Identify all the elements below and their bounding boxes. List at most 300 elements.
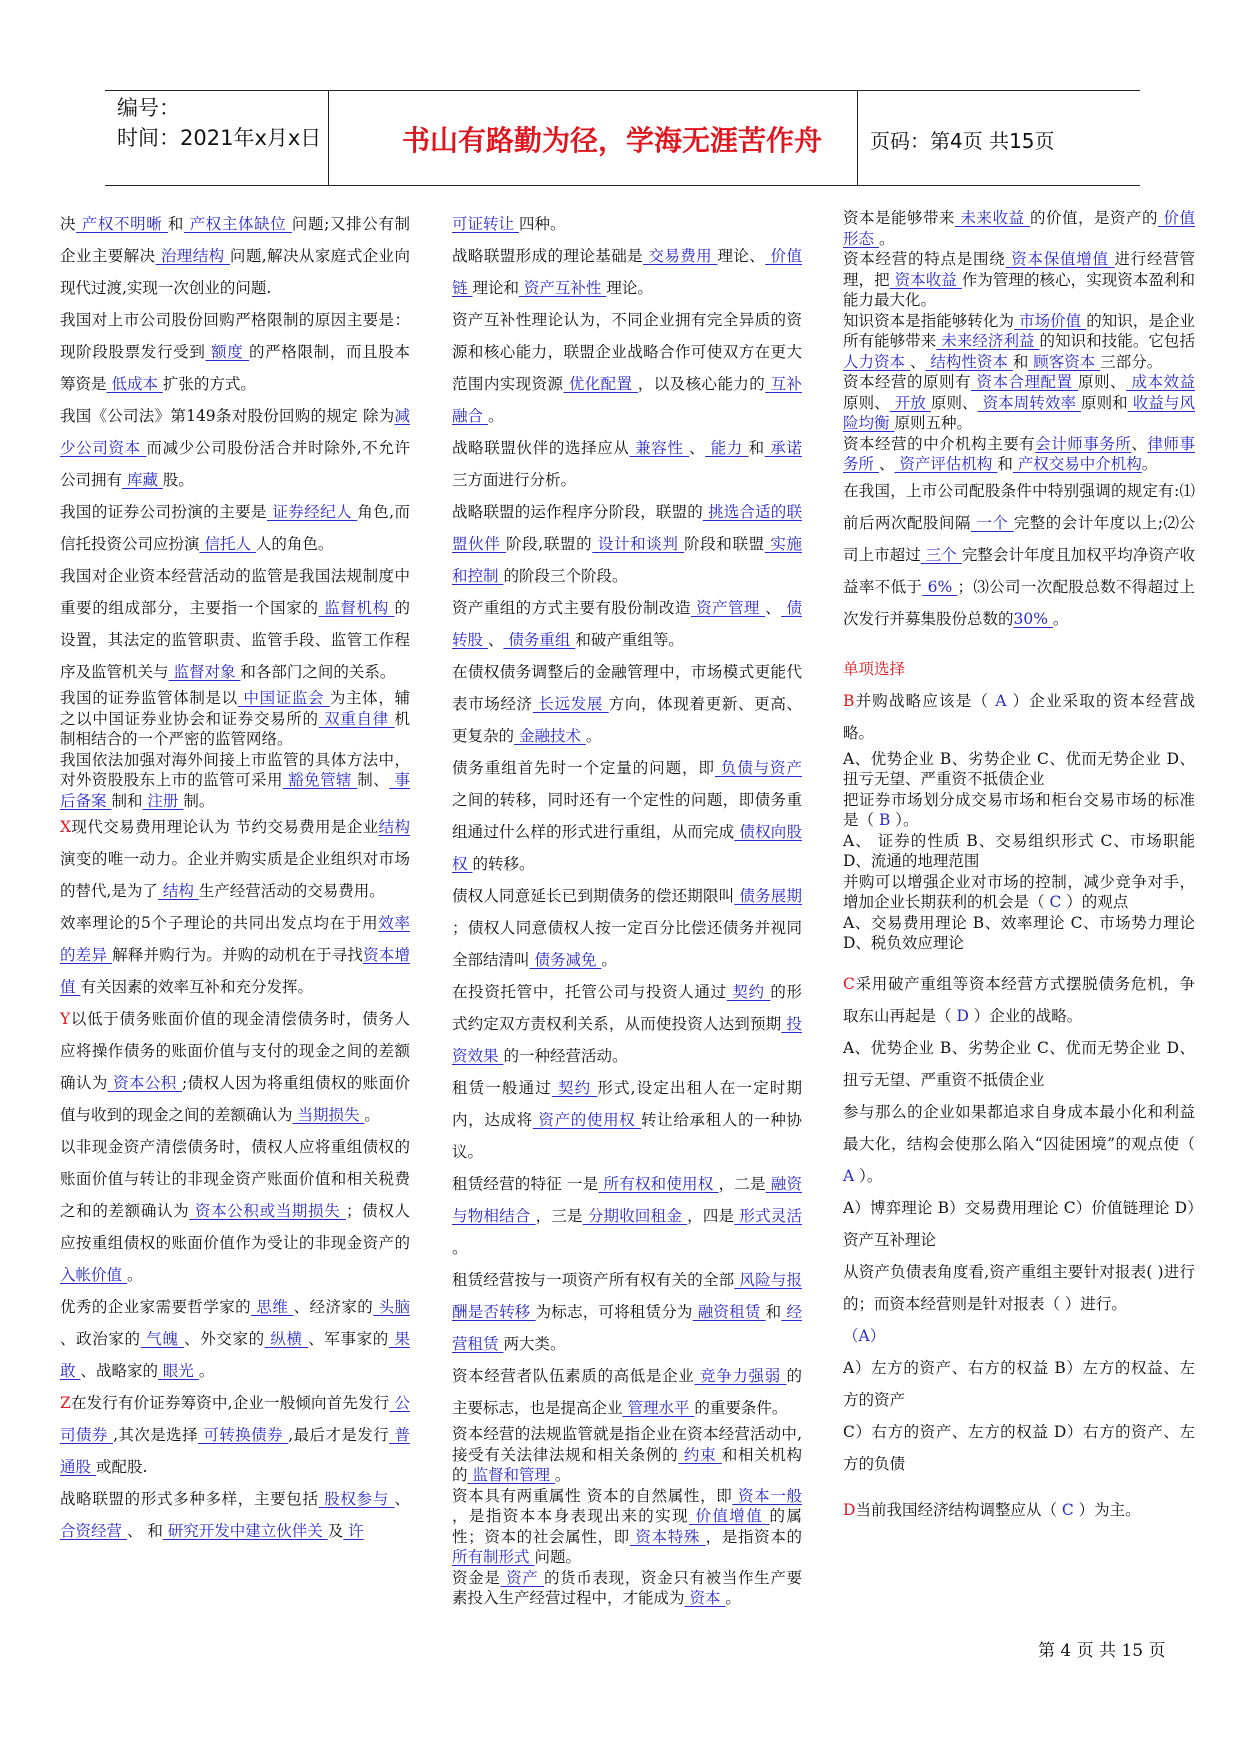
document-number-label: 编号： (117, 96, 180, 120)
paragraph (452, 1072, 802, 1168)
text-run: ）企业的战略。 (973, 1006, 1083, 1025)
text-run: 并购战略应该是（ (854, 691, 996, 710)
header-meta (117, 93, 321, 153)
text-run: ）为主。 (1078, 1500, 1141, 1519)
paragraph (843, 1032, 1195, 1096)
answer-blank: 市场价值 (1014, 311, 1087, 330)
answer-blank: 气魄 (140, 1330, 185, 1348)
text-run: 。 (364, 1106, 380, 1124)
paragraph (60, 304, 410, 400)
paragraph (452, 1568, 802, 1609)
answer-blank: 资本保值增值 (1005, 250, 1115, 268)
paragraph (843, 968, 1195, 1032)
text-run: 从资产负债表角度看,资产重组主要针对报表( )进行的；而资本经营则是针对报表（ ）进行。 (843, 1262, 1195, 1313)
text-run: 我国的证券监管体制是以 (60, 689, 238, 707)
answer-blank: 债权向股权 (452, 823, 802, 873)
answer-blank: 许 (343, 1522, 364, 1540)
paragraph (843, 685, 1195, 749)
text-run: 的价值，是资产的 (1029, 209, 1159, 227)
text-run: 资金是 (452, 1568, 501, 1587)
answer-blank: 可转换债券 (198, 1426, 289, 1444)
answer-blank: 资产评估机构 (894, 455, 998, 473)
answer-blank: 债务重组 (503, 631, 576, 649)
text-run: 在发行有价证券筹资中,企业一般倾向首先发行 (70, 1394, 390, 1412)
text-run: 原则和 (1081, 393, 1128, 412)
text-run: 的严格限制，而且股本筹资是 (60, 343, 410, 393)
paragraph (452, 432, 802, 496)
text-run: 资本具有两重属性 资本的自然属性，即 (452, 1486, 733, 1505)
answer-blank: 所有权和使用权 (598, 1175, 719, 1193)
text-run: 的属性；资本的社会属性，即 (452, 1507, 802, 1546)
text-run: 、军事家的 (308, 1330, 389, 1348)
answer-blank: 果敢 (60, 1330, 410, 1380)
text-run: 理论。 (606, 279, 653, 297)
text-run: 。 (554, 1466, 571, 1484)
answer-blank: 互补融合 (452, 375, 802, 425)
answer-choice: D (956, 1006, 974, 1025)
answer-blank: 普通股 (60, 1426, 410, 1476)
answer-blank: 资产 (500, 1568, 545, 1587)
paragraph (452, 1168, 802, 1264)
text-run: 之间的转移，同时还有一个定性的问题，即债务重组通过什么样的形式进行重组，从而完成 (452, 791, 802, 841)
text-run: 两大类。 (503, 1335, 566, 1353)
answer-blank: 兼容性 (629, 439, 690, 457)
paragraph (60, 750, 410, 812)
text-run: 优秀的企业家需要哲学家的 (60, 1298, 252, 1316)
text-run: 我国《公司法》第149条对股份回购的规定 除为 (60, 407, 395, 425)
answer-blank: 能力 (705, 439, 749, 457)
text-run: 股。 (162, 471, 194, 489)
answer-blank: 会计师事务所 (1035, 434, 1132, 453)
answer-choice: A (995, 691, 1013, 710)
text-run: 决 (60, 215, 77, 233)
text-run: 的一种经营活动。 (503, 1047, 628, 1065)
paragraph (843, 434, 1195, 475)
answer-blank: 资产的使用权 (532, 1111, 641, 1129)
text-run: 理论、 (717, 247, 766, 265)
text-run: 、 (765, 599, 782, 617)
text-run: 资产互补性理论认为，不同企业拥有完全异质的资源和核心能力，联盟企业战略合作可使双方在更大范围内实现资源 (452, 311, 802, 393)
text-run: C）右方的资产、左方的权益 D）右方的资产、左方的负债 (843, 1422, 1195, 1473)
text-run: 资产重组的方式主要有股份制改造 (452, 599, 691, 617)
answer-blank: 未来收益 (955, 209, 1030, 227)
paragraph (60, 811, 410, 907)
text-run: ；债权人同意债权人按一定百分比偿还债务并视同全部结清叫 (452, 919, 802, 969)
answer-blank: 结构性资本 (925, 352, 1013, 371)
text-run: ，是指资本本身表现出来的实现 (452, 1507, 690, 1525)
index-letter: X (60, 818, 72, 836)
text-run: 我国依法加强对海外间接上市监管的具体方法中，对外资股股东上市的监管可采用 (60, 750, 410, 789)
paragraph (452, 304, 802, 432)
text-run: 、外交家的 (184, 1330, 265, 1348)
answer-blank: 收益与风险均衡 (843, 393, 1195, 432)
text-run: ;债权人因为将重组债权的账面价值与收到的现金之间的差额确认为 (60, 1074, 410, 1124)
answer-blank: 纵横 (264, 1330, 309, 1348)
text-run: 以低于债务账面价值的现金清偿债务时，债务人应将操作债务的账面价值与支付的现金之间的差额确认为 (60, 1010, 410, 1092)
answer-blank: 开放 (889, 393, 931, 412)
text-run: ,其次是选择 (113, 1426, 199, 1444)
answer-blank: 律师事务所 (843, 434, 1195, 473)
paragraph (843, 1320, 1195, 1352)
paragraph (843, 1256, 1195, 1320)
text-run: 、经济家的 (293, 1298, 374, 1316)
text-run: 资本经营的原则有 (843, 373, 972, 391)
text-run: 的主要标志，也是提高企业 (452, 1367, 802, 1417)
text-run: 。 (487, 407, 504, 425)
text-run: 。 (725, 1589, 741, 1607)
answer-blank: 人力资本 (843, 352, 910, 371)
text-run: 原则、 (843, 393, 890, 412)
text-run: 和 (1012, 352, 1029, 371)
index-letter: C (843, 974, 855, 993)
text-run: 原则、 (930, 393, 978, 412)
paragraph (843, 1352, 1195, 1416)
answer-blank: 6% (922, 577, 958, 596)
text-run: 采用破产重组等资本经营方式摆脱债务危机，争取东山再起是（ (843, 974, 1195, 1025)
text-run: 债务重组首先时一个定量的问题，即 (452, 759, 715, 777)
answer-blank: 结构 (378, 818, 410, 836)
text-column-3 (843, 208, 1195, 1526)
answer-blank: 金融技术 (514, 727, 586, 745)
answer-blank: 资本 (684, 1589, 726, 1607)
answer-blank: 资本一般 (732, 1486, 802, 1505)
text-run: 、战略家的 (80, 1362, 158, 1380)
text-run: ；债权人应按重组债权的账面价值作为受让的非现金资产的 (60, 1202, 410, 1252)
paragraph (843, 790, 1195, 831)
text-run: ，三是 (535, 1207, 583, 1225)
paragraph (60, 1291, 410, 1387)
answer-blank: 分期收回租金 (582, 1207, 688, 1225)
text-run: 在债权债务调整后的金融管理中，市场模式更能代表市场经济 (452, 663, 802, 713)
text-run: 现代交易费用理论认为 节约交易费用是企业 (71, 818, 379, 836)
answer-blank: 30% (1013, 609, 1053, 628)
text-run: 为主体，辅之以中国证券业协会和证券交易所的 (60, 689, 410, 728)
text-run: 。 (1141, 455, 1158, 473)
answer-blank: 公司债券 (60, 1394, 410, 1444)
text-run: 问题。 (534, 1548, 581, 1566)
text-run: 机制相结合的一个严密的监管网络。 (60, 709, 410, 748)
answer-blank: 效率的差异 (60, 914, 410, 964)
text-run: 或配股. (95, 1458, 148, 1476)
text-run: 、 (394, 1490, 410, 1508)
answer-blank: 竞争力强弱 (694, 1367, 787, 1385)
index-letter: Z (60, 1394, 71, 1412)
answer-blank: 实施和控制 (452, 535, 802, 585)
answer-blank: 价值链 (452, 247, 802, 297)
paragraph (843, 475, 1195, 635)
answer-choice: （A） (843, 1326, 886, 1345)
paragraph (60, 400, 410, 496)
section-heading: 单项选择 (843, 659, 906, 678)
text-run: 、政治家的 (60, 1330, 141, 1348)
answer-blank: 资本公积或当期损失 (189, 1202, 346, 1220)
answer-blank: 眼光 (157, 1362, 199, 1380)
answer-blank: 交易费用 (643, 247, 718, 265)
answer-blank: 三个 (920, 545, 962, 564)
text-run: ，二是 (718, 1175, 766, 1193)
text-run: 把证券市场划分成交易市场和柜台交易市场的标准是（ (843, 790, 1195, 829)
answer-blank: 注册 (142, 791, 184, 810)
answer-blank: 资本收益 (889, 270, 962, 289)
paragraph (60, 1131, 410, 1291)
text-run: 在投资托管中，托管公司与投资人通过 (452, 983, 727, 1001)
text-run: 以非现金资产清偿债务时，债权人应将重组债权的账面价值与转让的非现金资产账面价值和相关税费之和的差额确认为 (60, 1138, 410, 1220)
answer-blank: 契约 (726, 983, 771, 1001)
index-letter: Y (60, 1010, 71, 1028)
text-run: 人的角色。 (255, 535, 334, 553)
text-run: 租赁经营的特征 一是 (452, 1175, 599, 1193)
answer-blank: 产权不明晰 (76, 215, 168, 233)
answer-blank: 低成本 (106, 375, 163, 393)
paragraph (843, 1416, 1195, 1480)
answer-choice: C (1061, 1500, 1079, 1519)
text-run: 并购可以增强企业对市场的控制，减少竞争对手，增加企业长期获利的机会是（ (843, 872, 1195, 911)
text-run: 扩张的方式。 (162, 375, 256, 393)
answer-blank: 承诺 (764, 439, 802, 457)
paragraph (843, 1192, 1195, 1256)
answer-blank: 事后备案 (60, 771, 410, 810)
text-run: 制。 (183, 791, 215, 810)
text-run: 、 和 (126, 1522, 163, 1540)
text-run: 完整的会计年度以上;⑵公司上市超过 (843, 513, 1195, 564)
answer-blank: 合资经营 (60, 1522, 127, 1540)
text-run: 债权人同意延长已到期债务的偿还期限叫 (452, 887, 735, 905)
paragraph (452, 1486, 802, 1568)
text-run: 租赁经营按与一项资产所有权有关的全部 (452, 1271, 735, 1289)
answer-blank: 顾客资本 (1028, 352, 1101, 371)
text-run: 。 (126, 1266, 143, 1284)
text-run: 和 (167, 215, 185, 233)
paragraph (60, 496, 410, 560)
text-run: 、 (909, 352, 926, 371)
text-run: A、优势企业 B、劣势企业 C、优而无势企业 D、扭亏无望、严重资不抵债企业 (843, 749, 1195, 788)
answer-blank: 长远发展 (532, 695, 609, 713)
paragraph (843, 311, 1195, 373)
answer-choice: A (843, 1166, 860, 1185)
answer-blank: 思维 (251, 1298, 294, 1316)
text-run: A）博弈理论 B）交易费用理论 C）价值链理论 D）资产互补理论 (843, 1198, 1195, 1249)
index-letter: D (843, 1500, 856, 1519)
text-run: 的转移。 (472, 855, 535, 873)
text-run: 原则、 (1077, 373, 1127, 391)
text-run: ，以及核心能力的 (637, 375, 766, 393)
text-run: 的知识和技能。它包括 (1039, 332, 1195, 350)
text-run: 战略联盟形成的理论基础是 (452, 247, 644, 265)
text-run: 资本经营的法规监管就是指企业在资本经营活动中,接受有关法律法规和相关条例的 (452, 1425, 802, 1464)
answer-blank: 产权交易中介机构 (1012, 455, 1142, 473)
text-run: 我国对企业资本经营活动的监管是我国法规制度中重要的组成部分，主要指一个国家的 (60, 567, 410, 617)
paragraph (452, 1424, 802, 1486)
text-run: 三方面进行分析。 (452, 471, 577, 489)
text-run: 原则五种。 (894, 414, 972, 432)
answer-blank: 信托人 (199, 535, 256, 553)
header-page-info: 页码：第4页 共15页 (870, 129, 1055, 153)
answer-blank: 融资与物相结合 (452, 1175, 802, 1225)
answer-blank: 豁免管辖 (282, 771, 358, 789)
answer-blank: 形式灵活 (734, 1207, 802, 1225)
text-run: 的阶段三个阶段。 (503, 567, 628, 585)
text-run: 。 (601, 951, 617, 969)
text-run: 阶段,联盟的 (505, 535, 593, 553)
text-run: A）左方的资产、右方的权益 B）左方的权益、左方的资产 (843, 1358, 1195, 1409)
text-run: 战略联盟的形式多种多样，主要包括 (60, 1490, 319, 1508)
paragraph (452, 976, 802, 1072)
text-run: 及 (327, 1522, 344, 1540)
answer-blank: 经营租赁 (452, 1303, 802, 1353)
answer-blank: 股权参与 (318, 1490, 395, 1508)
text-run: 问题,解决从家庭式企业向现代过渡,实现一次创业的问题. (60, 247, 410, 297)
text-run: 阶段和联盟 (684, 535, 765, 553)
answer-blank: 所有制形式 (452, 1548, 535, 1566)
paragraph (843, 913, 1195, 954)
text-run: 三部分。 (1100, 352, 1163, 371)
paragraph (452, 496, 802, 592)
answer-choice: B (878, 811, 896, 829)
text-run: 资本是能够带来 (843, 209, 956, 227)
text-run: 的设置，其法定的监管职责、监管手段、监管工作程序及监管机关与 (60, 599, 410, 681)
text-run: 、 (689, 439, 706, 457)
text-run: 参与那么的企业如果都追求自身成本最小化和利益最大化，结构会使那么陷入“囚徒困境”的观点使（ (843, 1102, 1195, 1153)
paragraph (452, 1264, 802, 1360)
answer-blank: 价值增值 (689, 1507, 770, 1525)
text-run: 演变的唯一动力。企业并购实质是企业组织对市场的替代,是为了 (60, 850, 410, 900)
answer-blank: 当期损失 (292, 1106, 365, 1124)
text-run: 理论和 (472, 279, 519, 297)
text-run: 、 (487, 631, 504, 649)
paragraph (452, 656, 802, 752)
answer-blank: 中国证监会 (237, 689, 330, 707)
text-run: A、 证券的性质 B、交易组织形式 C、市场职能 D、流通的地理范围 (843, 831, 1195, 870)
text-run: 资本经营的特点是围绕 (843, 250, 1006, 268)
text-run: 。 (878, 229, 895, 248)
text-run: 效率理论的5个子理论的共同出发点均在于用 (60, 914, 379, 932)
text-run: 和破产重组等。 (575, 631, 684, 649)
answer-blank: 资产互补性 (518, 279, 607, 297)
text-run: 的货币表现，资金只有被当作生产要素投入生产经营过程中，才能成为 (452, 1568, 802, 1607)
text-column-1 (60, 208, 410, 1547)
answer-blank: 监督机构 (318, 599, 395, 617)
answer-blank: 减少公司资本 (60, 407, 410, 457)
text-run: ；⑶公司一次配股总数不得超过上次发行并募集股份总数的 (843, 577, 1195, 628)
text-run: 、 (878, 455, 895, 473)
text-run: 为标志，可将租赁分为 (535, 1303, 693, 1321)
text-run: 制和 (111, 791, 143, 810)
answer-blank: 债务展期 (734, 887, 802, 905)
answer-blank: 优化配置 (563, 375, 638, 393)
document-time: 时间：2021年x月x日 (117, 126, 322, 150)
answer-blank: 债转股 (452, 599, 802, 649)
text-run: 资本经营者队伍素质的高低是企业 (452, 1367, 695, 1385)
text-run: 和相关机构的 (452, 1445, 802, 1484)
text-run: 战略联盟的运作程序分阶段，联盟的 (452, 503, 703, 521)
answer-blank: 债务减免 (529, 951, 602, 969)
answer-blank: 双重自律 (318, 709, 395, 728)
text-run: 当前我国经济结构调整应从（ (855, 1500, 1062, 1519)
answer-blank: 一个 (970, 513, 1014, 532)
paragraph (843, 1494, 1195, 1526)
text-run: 四种。 (518, 215, 566, 233)
text-run: 的重要条件。 (694, 1399, 788, 1417)
text-run: ，是指资本的 (705, 1527, 802, 1546)
text-run: 租赁一般通过 (452, 1079, 552, 1097)
text-run: 角色,而信托投资公司应扮演 (60, 503, 410, 553)
text-run: ）的观点 (1066, 893, 1129, 911)
answer-blank: 资本特殊 (629, 1527, 706, 1546)
paragraph (452, 1360, 802, 1424)
answer-blank: 资本周转效率 (977, 393, 1082, 412)
answer-blank: 价值形态 (843, 209, 1195, 248)
answer-blank: 挑选合适的联盟伙伴 (452, 503, 802, 553)
page-footer: 第 4 页 共 15 页 (1038, 1641, 1166, 1661)
text-run: 资本经营的中介机构主要有 (843, 434, 1036, 453)
header-motto: 书山有路勤为径，学海无涯苦作舟 (401, 124, 822, 157)
text-run: 我国的证券公司扮演的主要是 (60, 503, 267, 521)
paragraph (843, 1096, 1195, 1192)
text-run: 。 (198, 1362, 215, 1380)
paragraph (60, 1483, 410, 1547)
text-run: A、优势企业 B、劣势企业 C、优而无势企业 D、扭亏无望、严重资不抵债企业 (843, 1038, 1195, 1089)
text-run: 和 (748, 439, 765, 457)
text-run: 完整会计年度且加权平均净资产收益率不低于 (843, 545, 1195, 596)
text-run: 解释并购行为。并购的动机在于寻找 (112, 946, 364, 964)
text-column-2 (452, 208, 802, 1609)
text-run: 和 (997, 455, 1013, 473)
text-run: 进行经营管理，把 (843, 250, 1195, 289)
text-run: 在我国，上市公司配股条件中特别强调的规定有:⑴前后两次配股间隔 (843, 481, 1195, 532)
answer-blank: 未来经济利益 (936, 332, 1040, 350)
text-run: ，四是 (687, 1207, 735, 1225)
answer-blank: 可证转让 (452, 215, 519, 233)
text-run: 战略联盟伙伴的选择应从 (452, 439, 630, 457)
answer-blank: 负债与资产 (714, 759, 802, 777)
paragraph (452, 240, 802, 304)
paragraph (843, 831, 1195, 872)
answer-blank: 产权主体缺位 (184, 215, 292, 233)
paragraph (60, 560, 410, 688)
answer-blank: 监督对象 (168, 663, 241, 681)
answer-blank: 风险与报酬是否转移 (452, 1271, 802, 1321)
answer-blank: 资本增值 (60, 946, 410, 996)
answer-blank: 约束 (678, 1445, 722, 1464)
text-run: ,最后才是发行 (288, 1426, 390, 1444)
answer-blank: 资本公积 (107, 1074, 183, 1092)
answer-blank: 入帐价值 (60, 1266, 127, 1284)
answer-blank: 资产管理 (690, 599, 766, 617)
paragraph (843, 749, 1195, 790)
text-run: ）。 (895, 811, 919, 829)
text-run: 形式,设定出租人在一定时期内，达成将 (452, 1079, 802, 1129)
paragraph (452, 880, 802, 976)
answer-blank: 管理水平 (622, 1399, 695, 1417)
answer-blank: 证券经纪人 (266, 503, 358, 521)
answer-blank: 结构 (157, 882, 199, 900)
text-run: 知识资本是指能够转化为 (843, 311, 1015, 330)
text-run: 。 (585, 727, 602, 745)
answer-blank: 设计和谈判 (592, 535, 685, 553)
text-run: 我国对上市公司股份回购严格限制的原因主要是：现阶段股票发行受到 (60, 311, 410, 361)
text-run: 。 (1052, 609, 1069, 628)
text-run: 作为管理的核心，实现资本盈利和能力最大化。 (843, 270, 1195, 309)
answer-blank: 研究开发中建立伙伴关 (162, 1522, 328, 1540)
paragraph (60, 688, 410, 750)
text-run: 的形式约定双方责权利关系，从而使投资人达到预期 (452, 983, 802, 1033)
text-run: ）。 (859, 1166, 883, 1185)
answer-blank: 库藏 (122, 471, 163, 489)
text-run: 的知识，是企业所有能够带来 (843, 311, 1195, 350)
paragraph (452, 752, 802, 880)
text-run: 、 (1131, 434, 1148, 453)
paragraph (843, 872, 1195, 913)
